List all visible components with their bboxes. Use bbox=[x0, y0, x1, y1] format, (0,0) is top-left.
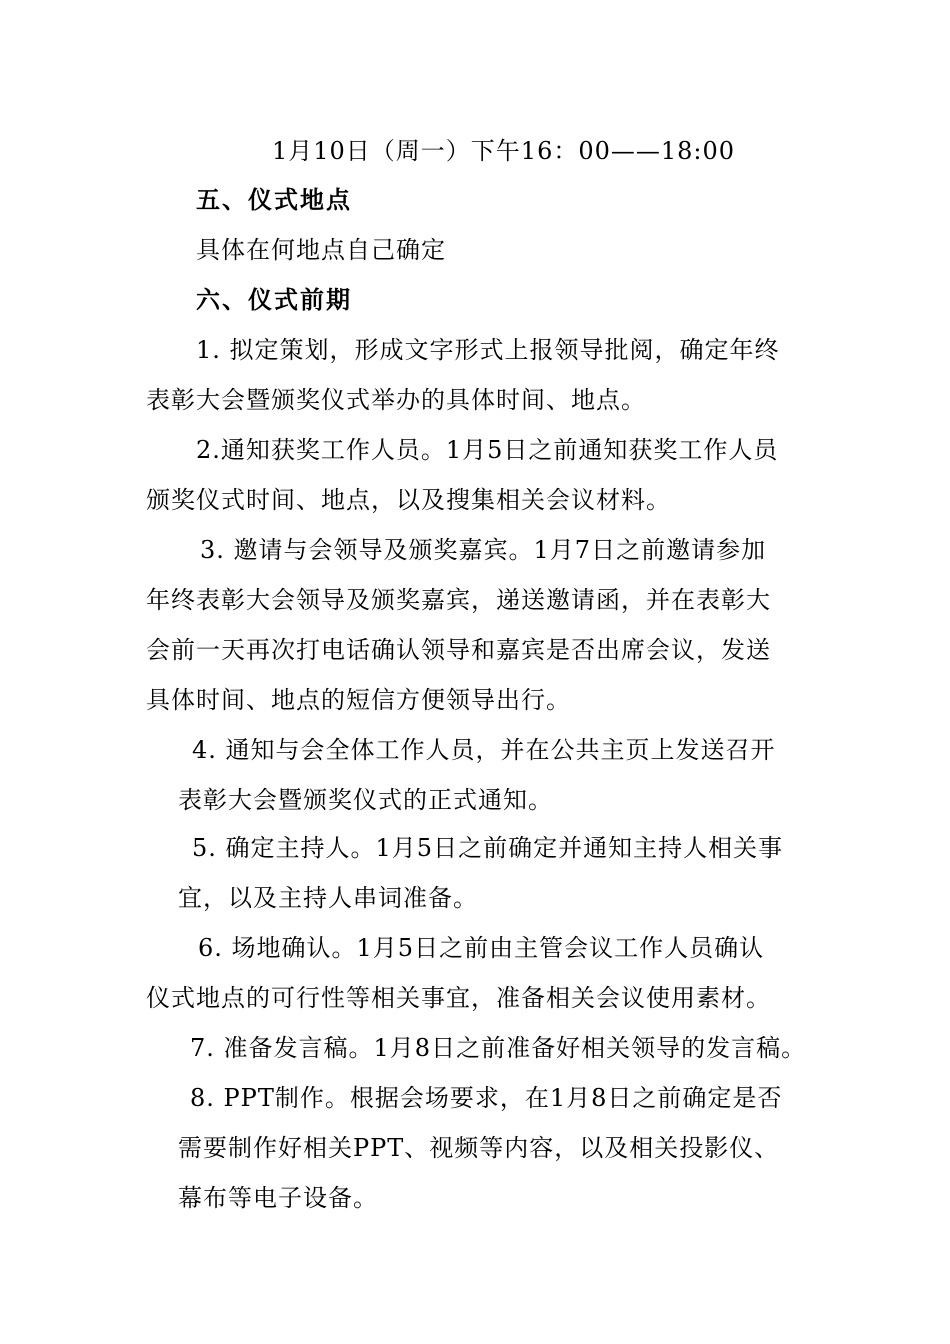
item-2-line-1: 2.通知获奖工作人员。1月5日之前通知获奖工作人员 bbox=[196, 436, 779, 464]
section-heading-preparation: 六、仪式前期 bbox=[196, 285, 352, 314]
item-1-line-2: 表彰大会暨颁奖仪式举办的具体时间、地点。 bbox=[146, 386, 646, 414]
item-8-line-3: 幕布等电子设备。 bbox=[178, 1184, 378, 1212]
item-8-line-1: 8. PPT制作。根据会场要求，在1月8日之前确定是否 bbox=[190, 1084, 783, 1112]
item-3-line-4: 具体时间、地点的短信方便领导出行。 bbox=[146, 686, 571, 714]
item-1-line-1: 1. 拟定策划，形成文字形式上报领导批阅，确定年终 bbox=[196, 336, 780, 364]
item-3-line-1: 3. 邀请与会领导及颁奖嘉宾。1月7日之前邀请参加 bbox=[200, 536, 767, 564]
item-5-line-1: 5. 确定主持人。1月5日之前确定并通知主持人相关事 bbox=[192, 834, 784, 862]
item-7-line-1: 7. 准备发言稿。1月8日之前准备好相关领导的发言稿。 bbox=[190, 1034, 807, 1062]
location-text: 具体在何地点自己确定 bbox=[196, 236, 446, 264]
section-heading-location: 五、仪式地点 bbox=[196, 185, 352, 214]
item-3-line-3: 会前一天再次打电话确认领导和嘉宾是否出席会议，发送 bbox=[146, 636, 771, 664]
item-5-line-2: 宜，以及主持人串词准备。 bbox=[178, 884, 478, 912]
item-4-line-1: 4. 通知与会全体工作人员，并在公共主页上发送召开 bbox=[192, 736, 776, 764]
item-4-line-2: 表彰大会暨颁奖仪式的正式通知。 bbox=[178, 786, 553, 814]
item-6-line-2: 仪式地点的可行性等相关事宜，准备相关会议使用素材。 bbox=[146, 984, 771, 1012]
item-3-line-2: 年终表彰大会领导及颁奖嘉宾，递送邀请函，并在表彰大 bbox=[146, 586, 771, 614]
item-6-line-1: 6. 场地确认。1月5日之前由主管会议工作人员确认 bbox=[198, 934, 765, 962]
ceremony-time-line: 1月10日（周一）下午16：00——18:00 bbox=[272, 137, 736, 165]
item-8-line-2: 需要制作好相关PPT、视频等内容，以及相关投影仪、 bbox=[178, 1134, 780, 1162]
item-2-line-2: 颁奖仪式时间、地点，以及搜集相关会议材料。 bbox=[146, 486, 671, 514]
